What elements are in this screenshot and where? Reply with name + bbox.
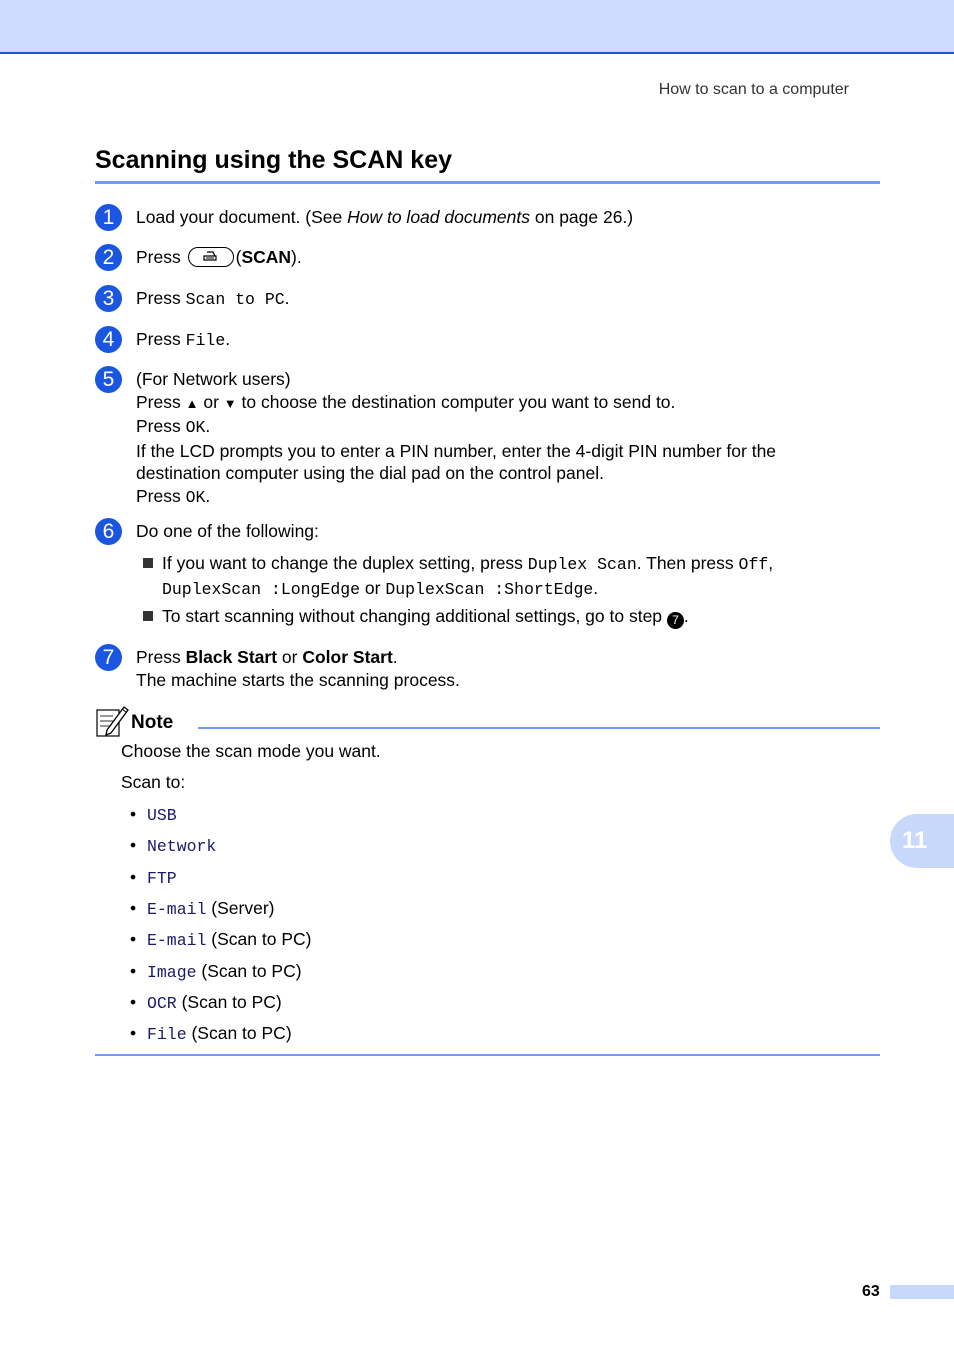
square-bullet-icon bbox=[143, 611, 153, 621]
step-text: Load your document. (See How to load documents on page 26.) bbox=[136, 207, 634, 227]
lcd-option: OK bbox=[185, 487, 206, 507]
list-item: • Network bbox=[130, 835, 217, 856]
up-arrow-icon: ▲ bbox=[185, 395, 199, 411]
step-text: Press Scan to PC. bbox=[136, 288, 290, 309]
note-rule bbox=[198, 727, 880, 729]
step-text: Press File. bbox=[136, 329, 231, 350]
lcd-option: OK bbox=[185, 418, 206, 437]
lcd-option: Scan to PC bbox=[185, 290, 285, 309]
scanner-key-icon bbox=[188, 247, 234, 267]
bottom-rule bbox=[95, 1054, 880, 1056]
step-text: Do one of the following: bbox=[136, 521, 319, 541]
key-label: SCAN bbox=[241, 247, 292, 267]
note-text: Choose the scan mode you want. bbox=[121, 741, 381, 761]
step-reference-icon: 7 bbox=[667, 612, 684, 629]
step-number: 3 bbox=[95, 285, 122, 312]
chapter-tab: 11 bbox=[890, 814, 954, 868]
down-arrow-icon: ▼ bbox=[223, 395, 237, 411]
step-number: 7 bbox=[95, 644, 122, 671]
list-item: • E-mail (Server) bbox=[130, 898, 275, 919]
step-number: 4 bbox=[95, 326, 122, 353]
list-item: • File (Scan to PC) bbox=[130, 1023, 292, 1044]
step-number: 2 bbox=[95, 244, 122, 271]
list-item: • E-mail (Scan to PC) bbox=[130, 929, 312, 950]
lcd-option: File bbox=[185, 331, 226, 350]
note-text: Scan to: bbox=[121, 772, 186, 792]
list-item: • USB bbox=[130, 804, 177, 825]
page-band bbox=[890, 1285, 954, 1299]
list-item: • OCR (Scan to PC) bbox=[130, 992, 282, 1013]
running-header: How to scan to a computer bbox=[658, 81, 849, 98]
section-title: Scanning using the SCAN key bbox=[95, 146, 453, 174]
step-number: 6 bbox=[95, 518, 122, 545]
step-text: Press (SCAN). bbox=[136, 247, 302, 267]
note-pencil-icon bbox=[95, 704, 129, 738]
link-reference: How to load documents bbox=[347, 207, 530, 227]
step-text: Press Black Start or Color Start. The machine starts the scanning process. bbox=[136, 647, 460, 690]
step-text: (For Network users) Press ▲ or ▼ to choose the destination computer you want to send to. Press OK. If the LCD prompts you to enter a PIN number, enter the 4-digit PIN number for the destination computer using the dial pad on the control panel. Press OK. bbox=[136, 369, 777, 507]
step-number: 1 bbox=[95, 204, 122, 231]
top-band bbox=[0, 0, 954, 54]
note-label: Note bbox=[131, 712, 174, 733]
step-number: 5 bbox=[95, 366, 122, 393]
list-item: • Image (Scan to PC) bbox=[130, 961, 302, 982]
page-number: 63 bbox=[862, 1283, 880, 1300]
list-item: • FTP bbox=[130, 867, 177, 888]
square-bullet-icon bbox=[143, 558, 153, 568]
title-rule bbox=[95, 181, 880, 184]
